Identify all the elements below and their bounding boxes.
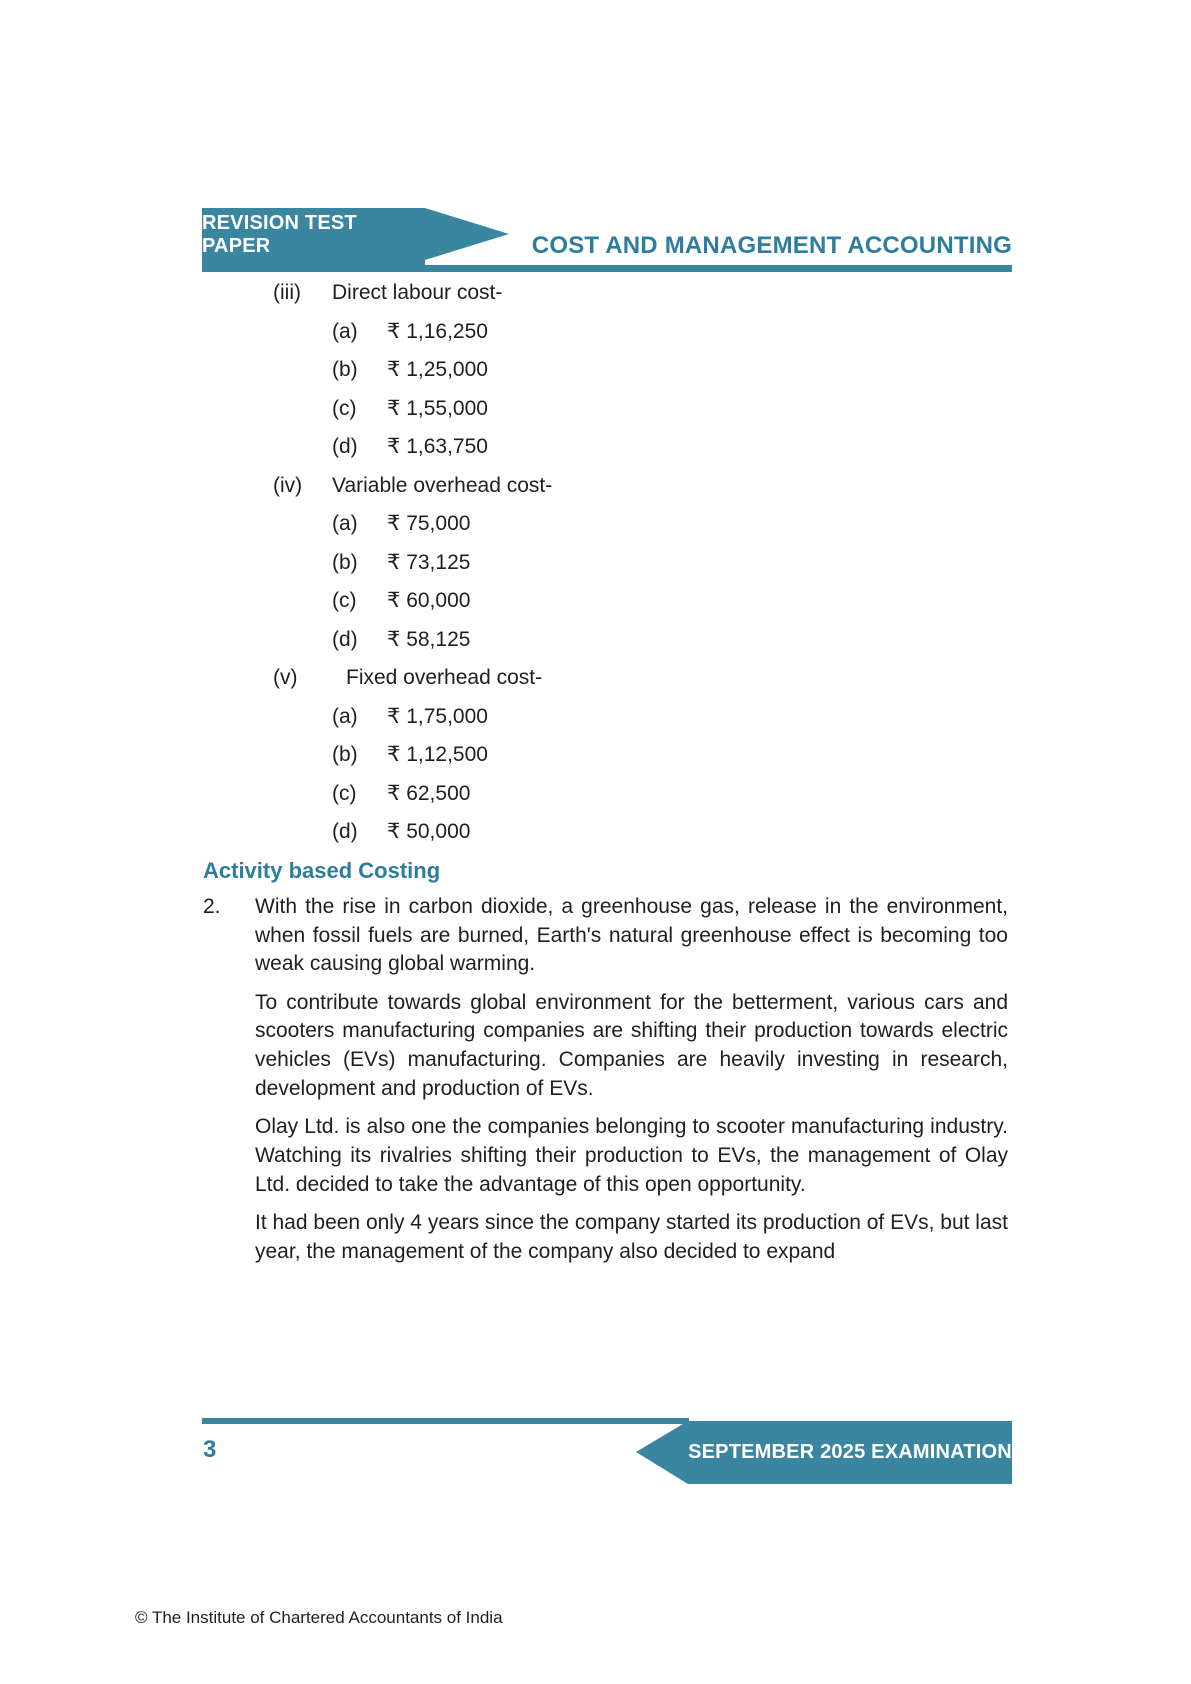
- mcq-option-letter: (a): [332, 512, 358, 535]
- footer-rule: [202, 1418, 689, 1424]
- mcq-option-letter: (c): [332, 781, 357, 805]
- question-number: 2.: [203, 895, 221, 918]
- mcq-option-value: ₹ 1,12,500: [387, 743, 488, 766]
- mcq-option-letter: (a): [332, 319, 358, 343]
- mcq-option-value: ₹ 1,63,750: [387, 435, 488, 458]
- page-header: [202, 208, 1012, 272]
- banner-label: REVISION TEST PAPER: [202, 212, 357, 257]
- mcq-question-text: Fixed overhead cost-: [346, 666, 543, 689]
- question-paragraph-1: With the rise in carbon dioxide, a greenhouse gas, release in the environment, when fossil fuels are burned, Earth's natural greenhouse effect is becoming too weak causing global warming.: [255, 895, 1008, 976]
- mcq-option-letter: (b): [332, 743, 358, 766]
- mcq-option: [273, 698, 1013, 737]
- question-paragraph-2: To contribute towards global environment for the betterment, various cars and scooters manufacturing companies are shifting their production towards electric vehicles (EVs) manufacturing. Companies are heavily investing in research, development and production of EVs.: [255, 990, 1008, 1100]
- mcq-option-value: ₹ 1,75,000: [387, 704, 488, 728]
- mcq-option-letter: (b): [332, 550, 358, 574]
- mcq-question: [273, 274, 1013, 313]
- mcq-option-value: ₹ 73,125: [387, 550, 471, 574]
- mcq-list: [273, 274, 1013, 852]
- examination-banner-arrow-shape: [636, 1421, 688, 1484]
- subject-title: COST AND MANAGEMENT ACCOUNTING: [531, 232, 1012, 259]
- mcq-question: [273, 659, 1013, 698]
- mcq-option-value: ₹ 1,55,000: [387, 396, 488, 420]
- mcq-option: [273, 351, 1013, 390]
- mcq-option: [273, 621, 1013, 660]
- mcq-question-number: (v): [273, 666, 298, 689]
- mcq-option-value: ₹ 1,25,000: [387, 358, 488, 381]
- mcq-question-text: Variable overhead cost-: [332, 473, 553, 497]
- mcq-option: [273, 582, 1013, 621]
- mcq-question-number: (iv): [273, 473, 303, 497]
- copyright-text: © The Institute of Chartered Accountants of India: [135, 1608, 503, 1627]
- mcq-question: [273, 467, 1013, 506]
- mcq-option-letter: (c): [332, 396, 357, 420]
- mcq-option: [273, 505, 1013, 544]
- mcq-option-value: ₹ 75,000: [387, 512, 471, 535]
- mcq-option: [273, 775, 1013, 814]
- mcq-option: [273, 813, 1013, 852]
- mcq-option: [273, 428, 1013, 467]
- mcq-option-value: ₹ 58,125: [387, 627, 471, 651]
- examination-banner: [688, 1421, 1012, 1484]
- question-2: [203, 893, 1008, 1266]
- banner-arrow-shape: [425, 208, 509, 260]
- page-number: 3: [203, 1436, 217, 1463]
- mcq-option: [273, 313, 1013, 352]
- question-paragraph-4: It had been only 4 years since the company started its production of EVs, but last year, the management of the company also decided to expand: [255, 1210, 1008, 1263]
- mcq-option: [273, 544, 1013, 583]
- mcq-option-letter: (c): [332, 589, 357, 612]
- header-rule: [202, 265, 1012, 272]
- mcq-option-letter: (a): [332, 704, 358, 728]
- mcq-option-value: ₹ 62,500: [387, 781, 471, 805]
- mcq-option-letter: (d): [332, 627, 358, 651]
- revision-test-paper-banner: [202, 208, 425, 272]
- mcq-question-text: Direct labour cost-: [332, 281, 503, 304]
- mcq-option-letter: (b): [332, 358, 358, 381]
- mcq-option-value: ₹ 1,16,250: [387, 319, 488, 343]
- mcq-option-value: ₹ 50,000: [387, 820, 471, 843]
- mcq-option: [273, 736, 1013, 775]
- section-heading: Activity based Costing: [203, 858, 441, 883]
- mcq-option-letter: (d): [332, 435, 358, 458]
- mcq-option-letter: (d): [332, 820, 358, 843]
- mcq-option-value: ₹ 60,000: [387, 589, 471, 612]
- examination-banner-label: SEPTEMBER 2025 EXAMINATION: [688, 1441, 1012, 1463]
- question-paragraph-3: Olay Ltd. is also one the companies belonging to scooter manufacturing industry. Watching its rivalries shifting their production to EVs, the management of Olay Ltd. decided to take the advantage of this open opportunity.: [255, 1115, 1008, 1196]
- mcq-question-number: (iii): [273, 281, 301, 304]
- mcq-option: [273, 390, 1013, 429]
